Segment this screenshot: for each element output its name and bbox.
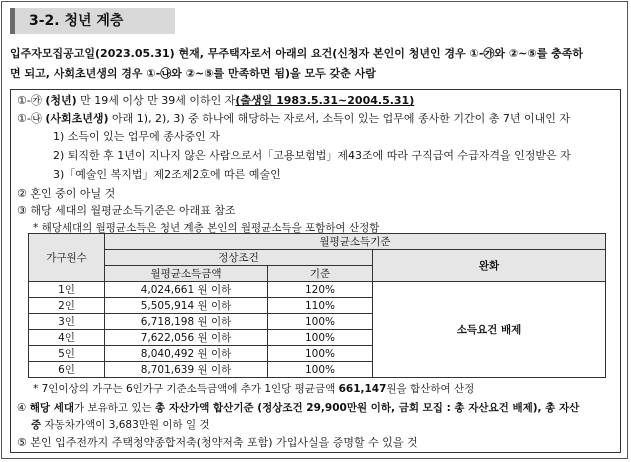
item-label: 해당 세대 bbox=[29, 402, 74, 414]
item-marker: ①-㉮ bbox=[17, 94, 42, 107]
item-new-worker bbox=[17, 111, 570, 127]
row-ratio: 100% bbox=[268, 346, 373, 362]
item-savings: ⑤ 본인 입주전까지 주택청약종합저축(청약저축 포함) 가입사실을 증명할 수 있을 것 bbox=[17, 436, 418, 449]
row-amount: 6,718,198 원 이하 bbox=[105, 314, 268, 330]
row-size: 1인 bbox=[29, 282, 105, 298]
income-table bbox=[28, 233, 606, 378]
row-ratio: 100% bbox=[268, 330, 373, 346]
row-ratio: 100% bbox=[268, 314, 373, 330]
item-marker: ④ bbox=[17, 402, 30, 414]
asset-criteria: 총 자산가액 합산기준 bbox=[155, 402, 254, 414]
row-size: 3인 bbox=[29, 314, 105, 330]
row-size: 6인 bbox=[29, 362, 105, 378]
asset-detail: (정상조건 29,900만원 이하, 금회 모집 : 총 자산요건 배제), 총 자산 bbox=[253, 402, 580, 414]
item-marker: ①-㉯ bbox=[17, 112, 42, 125]
header-ratio: 기준 bbox=[268, 266, 373, 282]
item-assets-line2 bbox=[31, 417, 210, 433]
item-text: 가 보유하고 있는 bbox=[74, 402, 156, 414]
intro-line-2: 면 되고, 사회초년생의 경우 ①-㉯와 ②~⑤를 만족하면 됨)을 모두 갖춘 사람 bbox=[10, 67, 376, 80]
item-text: 중 bbox=[31, 419, 42, 431]
row-amount: 4,024,661 원 이하 bbox=[105, 282, 268, 298]
header-household: 가구원수 bbox=[29, 234, 105, 282]
item-label: (청년) bbox=[45, 94, 77, 107]
sub-item-3: 3)「예술인 복지법」제2조제2호에 따른 예술인 bbox=[53, 168, 281, 181]
header-normal: 정상조건 bbox=[105, 250, 373, 266]
row-amount: 8,040,492 원 이하 bbox=[105, 346, 268, 362]
birth-range: (출생일 1983.5.31~2004.5.31) bbox=[235, 94, 415, 107]
row-size: 2인 bbox=[29, 298, 105, 314]
item-unmarried: ② 혼인 중이 아닐 것 bbox=[17, 187, 116, 200]
row-ratio: 100% bbox=[268, 362, 373, 378]
income-note: * 해당세대의 월평균소득은 청년 계층 본인의 월평균소득을 포함하여 산정함 bbox=[33, 222, 380, 234]
table-row bbox=[29, 282, 606, 298]
relaxed-value: 소득요건 배제 bbox=[373, 282, 606, 378]
row-size: 5인 bbox=[29, 346, 105, 362]
row-ratio: 110% bbox=[268, 298, 373, 314]
row-size: 4인 bbox=[29, 330, 105, 346]
section-title: 3-2. 청년 계층 bbox=[10, 8, 175, 34]
item-text: 자동차가액이 3,683만원 이하 일 것 bbox=[41, 419, 210, 431]
sub-item-2: 2) 퇴직한 후 1년이 지나지 않은 사람으로서「고용보험법」제43조에 따라 구직급여 수급자격을 인정받은 자 bbox=[53, 149, 571, 162]
note-amount: 661,147 bbox=[338, 383, 387, 395]
header-relaxed: 완화 bbox=[373, 250, 606, 282]
note-text: * 7인이상의 가구는 6인가구 기준소득금액에 추가 1인당 평균금액 bbox=[33, 383, 339, 395]
note-text: 원을 합산하여 산정 bbox=[386, 383, 475, 395]
intro-line-1: 입주자모집공고일(2023.05.31) 현재, 무주택자로서 아래의 요건(신청자 본인이 청년인 경우 ①-㉮와 ②~⑤를 충족하 bbox=[10, 47, 584, 60]
intro-paragraph bbox=[10, 44, 620, 84]
row-amount: 5,505,914 원 이하 bbox=[105, 298, 268, 314]
header-amount: 월평균소득금액 bbox=[105, 266, 268, 282]
row-ratio: 120% bbox=[268, 282, 373, 298]
item-income: ③ 해당 세대의 월평균소득기준은 아래표 참조 bbox=[17, 204, 236, 217]
item-assets bbox=[17, 400, 579, 416]
item-text: 만 19세 이상 만 39세 이하인 자 bbox=[76, 94, 236, 107]
item-youth bbox=[17, 93, 414, 109]
sub-item-1: 1) 소득이 있는 업무에 종사중인 자 bbox=[53, 130, 220, 143]
item-text: 아래 1), 2), 3) 중 하나에 해당하는 자로서, 소득이 있는 업무에 종사한 기간이 총 7년 이내인 자 bbox=[108, 112, 570, 125]
item-label: (사회초년생) bbox=[45, 112, 109, 125]
row-amount: 8,701,639 원 이하 bbox=[105, 362, 268, 378]
table-note bbox=[33, 381, 474, 397]
row-amount: 7,622,056 원 이하 bbox=[105, 330, 268, 346]
header-income: 월평균소득기준 bbox=[105, 234, 606, 250]
